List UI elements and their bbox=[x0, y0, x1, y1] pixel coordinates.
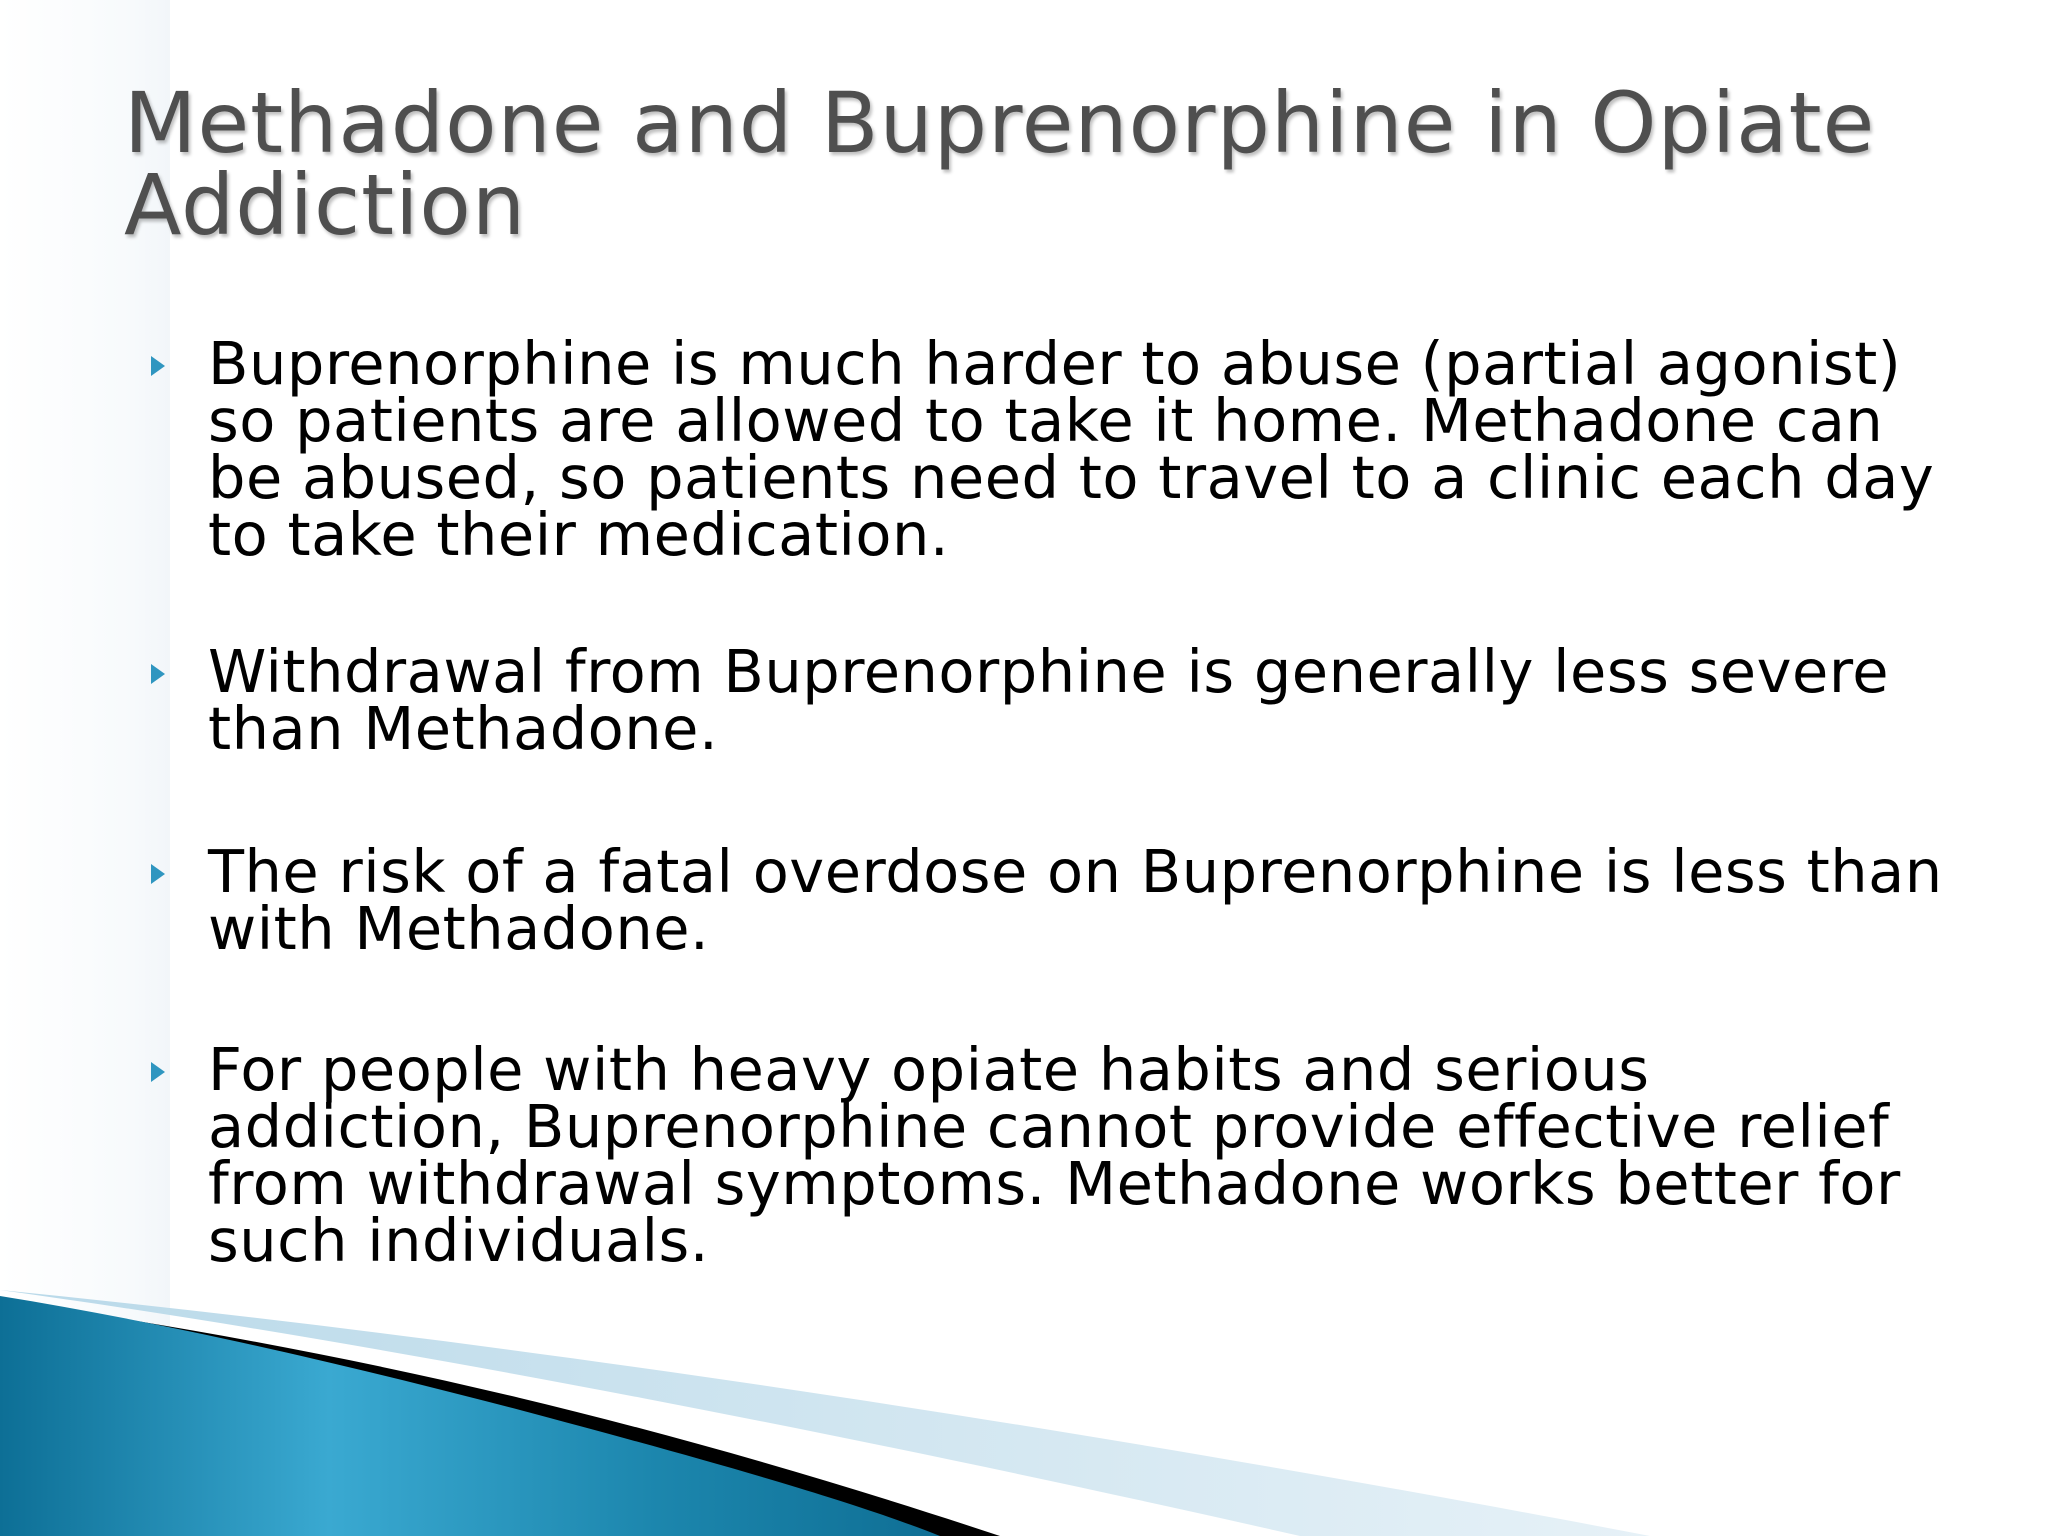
bullet-text: Withdrawal from Buprenorphine is generally less severe than Methadone. bbox=[208, 637, 1890, 763]
bullet-text: Buprenorphine is much harder to abuse (partial agonist) so patients are allowed to take it home. Methadone can be abused, so patients need to travel to a clinic each day to take their medication. bbox=[208, 329, 1935, 569]
bullet-text: The risk of a fatal overdose on Buprenorphine is less than with Methadone. bbox=[208, 837, 1943, 963]
slide-title: Methadone and Buprenorphine in Opiate Addiction bbox=[124, 74, 1876, 254]
bullet-text: For people with heavy opiate habits and serious addiction, Buprenorphine cannot provide effective relief from withdrawal symptoms. Methadone works better for such individuals. bbox=[208, 1035, 1901, 1275]
